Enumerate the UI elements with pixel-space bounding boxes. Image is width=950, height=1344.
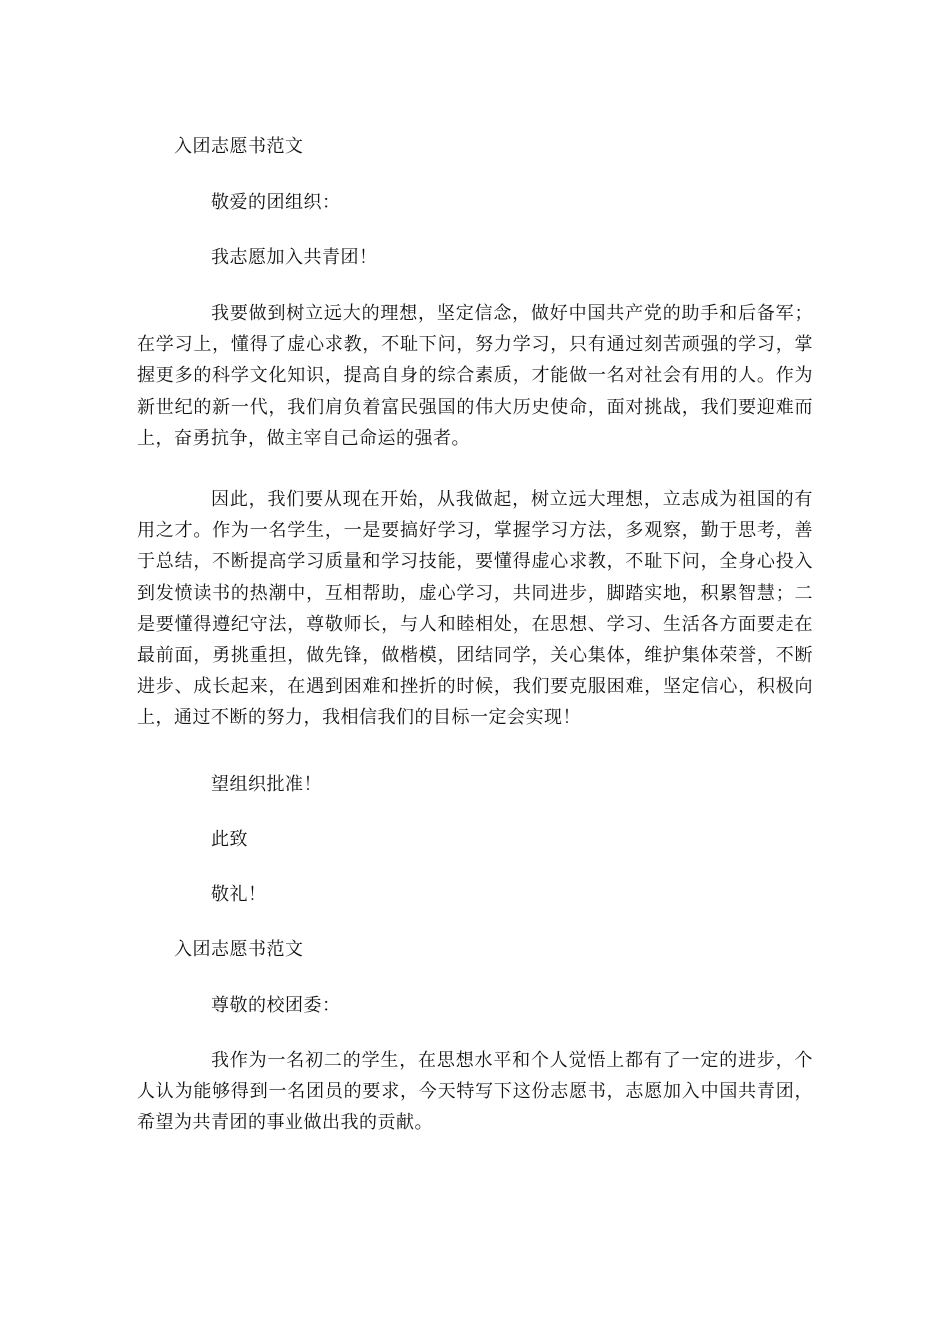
- doc-title-2: 入团志愿书范文: [174, 939, 304, 960]
- declaration: 我志愿加入共青团！: [211, 247, 378, 268]
- body-paragraph-1: 我要做到树立远大的理想，坚定信念，做好中国共产党的助手和后备军；在学习上，懂得了虚心求教，不耻下问，努力学习，只有通过刻苦顽强的学习，掌握更多的科学文化知识，提高自身的综合素质，才能做一名对社会有用的人。作为新世纪的新一代，我们肩负着富民强国的伟大历史使命，面对挑战，我们要迎难而上，奋勇抗争，做主宰自己命运的强者。: [137, 303, 813, 449]
- salutation-2: 尊敬的校团委：: [211, 995, 341, 1016]
- closing-line-1: 此致: [211, 829, 248, 850]
- doc-title-1: 入团志愿书范文: [174, 136, 304, 157]
- closing-line-2: 敬礼！: [211, 884, 267, 905]
- body-paragraph-2: 因此，我们要从现在开始，从我做起，树立远大理想，立志成为祖国的有用之才。作为一名学生，一是要搞好学习，掌握学习方法，多观察，勤于思考，善于总结，不断提高学习质量和学习技能，要懂得虚心求教，不耻下问，全身心投入到发愤读书的热潮中，互相帮助，虚心学习，共同进步，脚踏实地，积累智慧；二是要懂得遵纪守法，尊敬师长，与人和睦相处，在思想、学习、生活各方面要走在最前面，勇挑重担，做先锋，做楷模，团结同学，关心集体，维护集体荣誉，不断进步、成长起来，在遇到困难和挫折的时候，我们要克服困难，坚定信心，积极向上，通过不断的努力，我相信我们的目标一定会实现！: [137, 489, 813, 729]
- salutation-1: 敬爱的团组织：: [211, 192, 341, 213]
- approval-request: 望组织批准！: [211, 774, 322, 795]
- body-paragraph-3: 我作为一名初二的学生，在思想水平和个人觉悟上都有了一定的进步，个人认为能够得到一名团员的要求，今天特写下这份志愿书，志愿加入中国共青团，希望为共青团的事业做出我的贡献。: [137, 1050, 813, 1134]
